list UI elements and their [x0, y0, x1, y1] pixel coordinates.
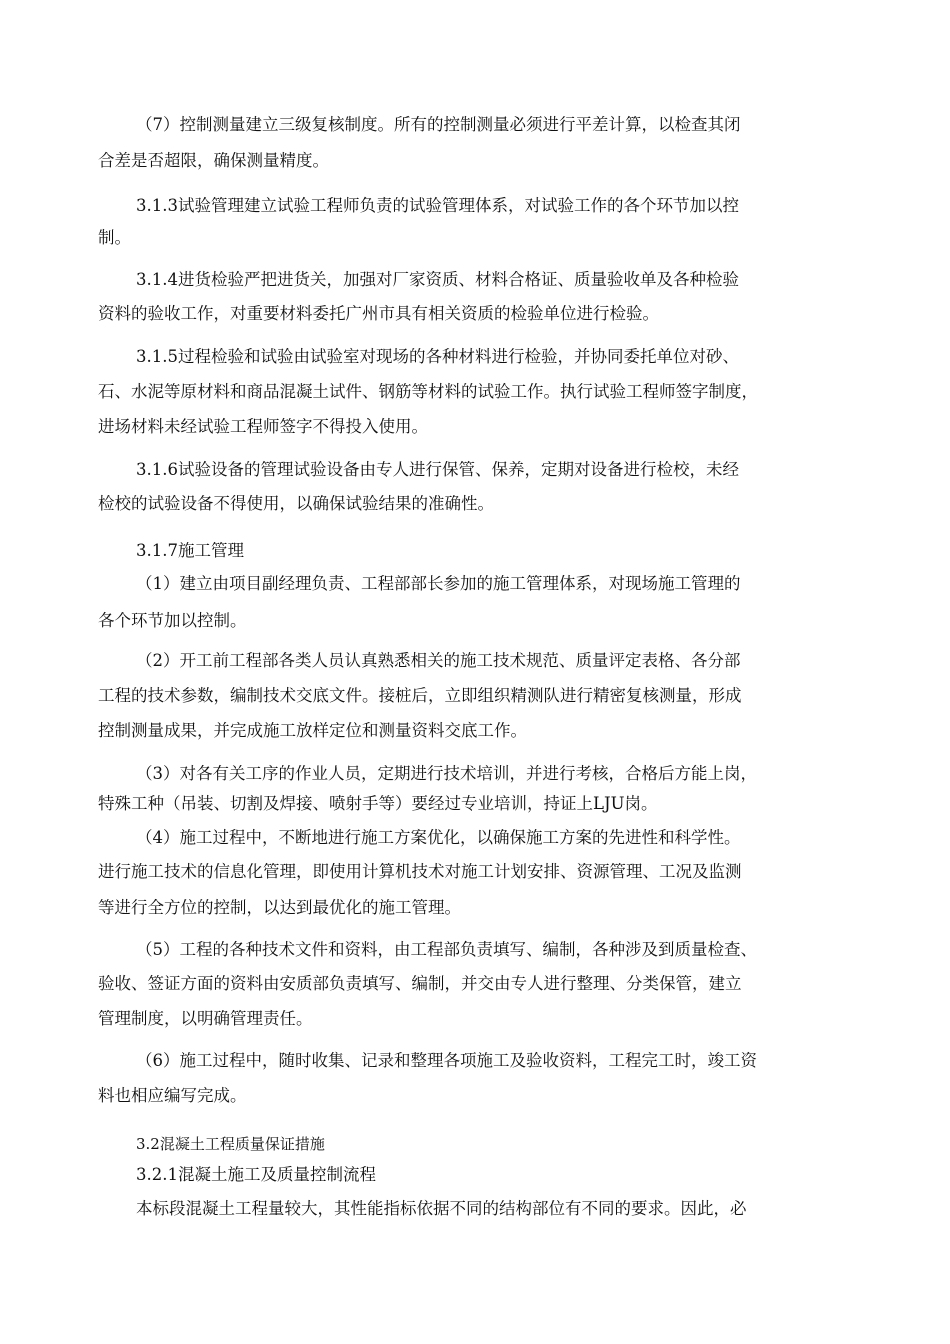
- clause-4-line-2: 进行施工技术的信息化管理，即使用计算机技术对施工计划安排、资源管理、工况及监测: [98, 862, 742, 881]
- section-315-line-1: 3.1.5过程检验和试验由试验室对现场的各种材料进行检验，并协同委托单位对砂、: [136, 347, 739, 366]
- section-316-line-1: 3.1.6试验设备的管理试验设备由专人进行保管、保养，定期对设备进行检校，未经: [136, 460, 739, 479]
- paragraph-7-line-1: （7）控制测量建立三级复核制度。所有的控制测量必须进行平差计算，以检查其闭: [136, 115, 741, 134]
- clause-3-line-2: 特殊工种（吊装、切割及焊接、喷射手等）要经过专业培训，持证上LJU岗。: [98, 794, 658, 813]
- last-paragraph-line-1: 本标段混凝土工程量较大，其性能指标依据不同的结构部位有不同的要求。因此，必: [136, 1199, 747, 1218]
- clause-6-line-1: （6）施工过程中，随时收集、记录和整理各项施工及验收资料，工程完工时，竣工资: [136, 1051, 757, 1070]
- section-313-line-2: 制。: [98, 228, 131, 247]
- section-316-line-2: 检校的试验设备不得使用，以确保试验结果的准确性。: [98, 494, 494, 513]
- clause-3-line-1: （3）对各有关工序的作业人员，定期进行技术培训，并进行考核，合格后方能上岗，: [136, 764, 757, 783]
- clause-2-line-2: 工程的技术参数，编制技术交底文件。接桩后，立即组织精测队进行精密复核测量，形成: [98, 686, 742, 705]
- section-314-line-1: 3.1.4进货检验严把进货关，加强对厂家资质、材料合格证、质量验收单及各种检验: [136, 270, 739, 289]
- section-321-heading: 3.2.1混凝土施工及质量控制流程: [136, 1165, 376, 1184]
- paragraph-7-line-2: 合差是否超限，确保测量精度。: [98, 151, 329, 170]
- clause-2-line-3: 控制测量成果，并完成施工放样定位和测量资料交底工作。: [98, 721, 527, 740]
- section-313-line-1: 3.1.3试验管理建立试验工程师负责的试验管理体系，对试验工作的各个环节加以控: [136, 196, 739, 215]
- clause-5-line-3: 管理制度，以明确管理责任。: [98, 1009, 313, 1028]
- clause-6-line-2: 料也相应编写完成。: [98, 1086, 247, 1105]
- section-32-heading: 3.2混凝土工程质量保证措施: [136, 1135, 325, 1153]
- section-315-line-2: 石、水泥等原材料和商品混凝土试件、钢筋等材料的试验工作。执行试验工程师签字制度，: [98, 382, 758, 401]
- clause-4-line-1: （4）施工过程中，不断地进行施工方案优化，以确保施工方案的先进性和科学性。: [136, 828, 741, 847]
- section-317-heading: 3.1.7施工管理: [136, 541, 244, 560]
- clause-2-line-1: （2）开工前工程部各类人员认真熟悉相关的施工技术规范、质量评定表格、各分部: [136, 651, 741, 670]
- section-314-line-2: 资料的验收工作，对重要材料委托广州市具有相关资质的检验单位进行检验。: [98, 304, 659, 323]
- section-315-line-3: 进场材料未经试验工程师签字不得投入使用。: [98, 417, 428, 436]
- clause-5-line-2: 验收、签证方面的资料由安质部负责填写、编制，并交由专人进行整理、分类保管，建立: [98, 974, 742, 993]
- clause-1-line-1: （1）建立由项目副经理负责、工程部部长参加的施工管理体系，对现场施工管理的: [136, 574, 741, 593]
- clause-5-line-1: （5）工程的各种技术文件和资料，由工程部负责填写、编制，各种涉及到质量检查、: [136, 940, 757, 959]
- clause-4-line-3: 等进行全方位的控制，以达到最优化的施工管理。: [98, 898, 461, 917]
- clause-1-line-2: 各个环节加以控制。: [98, 611, 247, 630]
